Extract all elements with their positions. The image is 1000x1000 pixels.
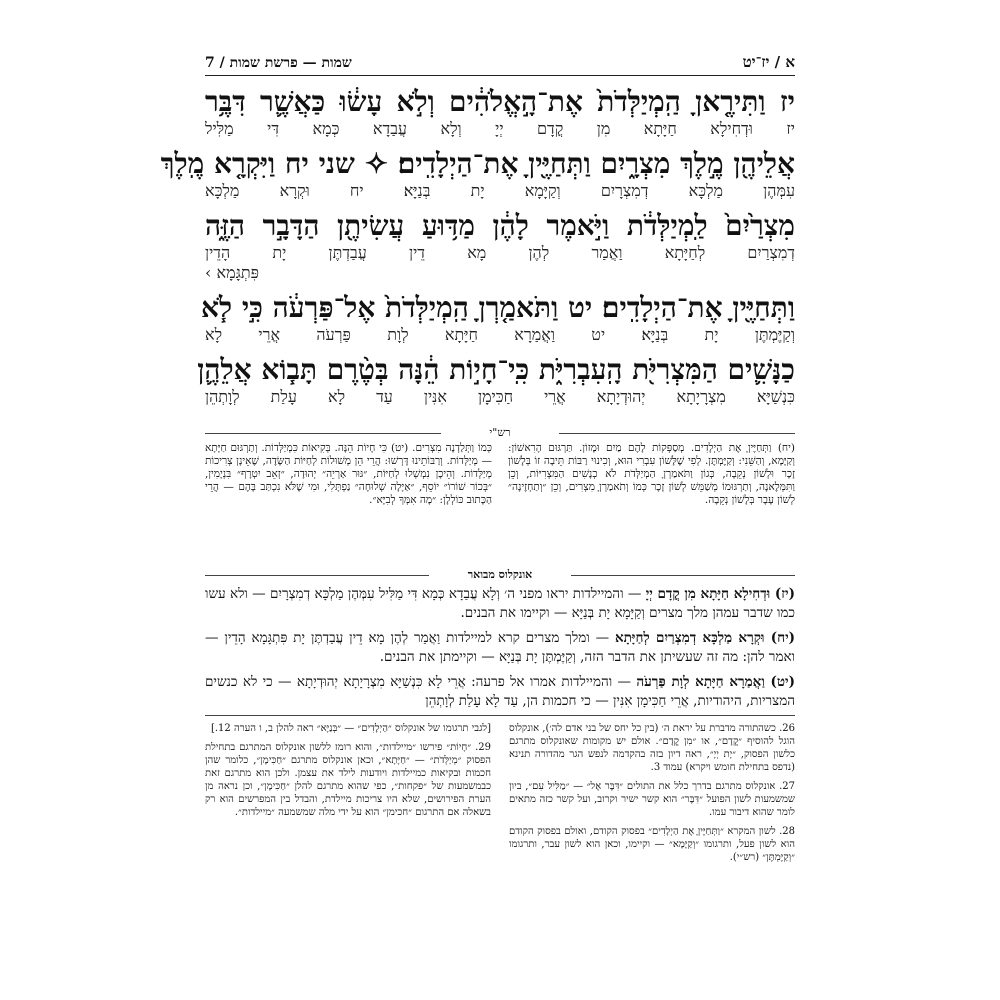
aramaic-line: דְמִצְרַיִם לְחַיָּתָא וַאֲמַר לְהֶן מָא דֵין עֲבַדְתֶּן יָת הָדֵין (205, 243, 795, 262)
footnote: 27. אונקלוס מתרגם בדרך כלל את התולים ״דִּבֶּר אֶל״ — ״מַלִּיל עִם״, ביון שמשמעות לשון הפועל ״דִּבֶּר״ הוא קשר ישיר וקרוב, ועל קשר כזה מתאים לומר שהוא דיבור עמו. (509, 781, 795, 818)
rashi-column-left: כְּמוֹ וַתְּלַדְנָה מִצְרִים. (יט) כִּי חָיוֹת הֵנָּה. בְּקִיאוֹת כִּמְיַלְּדוֹת. וְתַרְגּוּם חַיָּתָא — מְיַלְּדוֹת. וְרַבּוֹתֵינוּ דָּרְשׁוּ: הֲרֵי הֵן מְשׁוּלוֹת לְחַיּוֹת הַשָּׂדֶה, שֶׁאֵינָן צְרִיכוֹת מְיַלְּדוֹת. וְהֵיכָן נִמְשְׁלוּ לְחַיּוֹת, ״גּוּר אַרְיֵה״ יְהוּדָה, ״זְאֵב יִטְרָף״ בִּנְיָמִין, ״בְּכוֹר שׁוֹרוֹ״ יוֹסֵף, ״אַיָּלָה שְׁלוּחָה״ נַפְתָּלִי, וּמִי שֶׁלֹּא נִכְתַּב בָּהֶם — הֲרֵי הַכָּתוּב כּוֹלְלָן: ״מָה אִמְּךָ לְבִיָּא״. (205, 442, 492, 506)
hebrew-verse-line: כַנָּשִׁ֛ים הַמִּצְרִיֹּ֖ת הָֽעִבְרִיֹּ֑ת כִּֽי־חָי֣וֹת הֵ֔נָּה בְּטֶ֨רֶם תָּב֧וֹא אֲלֵהֶ֛ן (197, 353, 795, 386)
page (160, 40, 796, 980)
notes-divider (205, 715, 795, 716)
rashi-commentary (205, 442, 795, 560)
footnote: 29. ״חָיוֹת״ פירשו ״מיילדות״, והוא רומז ללשון אונקלוס המתרגם בתחילת הפסוק ״מְיַלְּדֹת״ — ״חַיָּתָא״, וכאן אונקלוס מתרגם ״חַכִּימָן״, כלומר שהן חכמות ובקיאות כמיילדות ויודעות לילד את עצמן. ולכן הוא מתרגם זאת כבמשמעות של ״פקחות״, כפי שהוא מתרגם להלן ״חַכִּימָן״, וכן נראה מן הערת הפירושים, שלא היו צריכות מיילדת, והבדל בין המפרשים הוא רק בשאלה אם התרגום ״חכימן״ הוא על ידי מלה שמשמעה ״מיילדות״. (205, 742, 491, 818)
onkelos-verse-lead: (יט) וַאֲמַרָא חַיָּתָא לְוָת פַּרְעֹה (636, 674, 795, 690)
onkelos-verse-lead: (יז) וּדְחִילָא חַיָּתָא מִן קֳדָם יְיָ (645, 586, 795, 602)
aramaic-line: כִּנְשַׁיָּא מִצְרָיָתָא יְהוּדְיָתָא אֲרֵי חַכִּימָן אִנִּין עַד לָא עָלַת לְוָתְהֵן (205, 387, 795, 406)
torah-text (160, 85, 795, 415)
onkelos-paragraph (205, 673, 795, 711)
onkelos-heading: אונקלוס מבואר (205, 568, 795, 581)
onkelos-paragraph (205, 585, 795, 623)
footnote: 26. כשהתורה מדברת על יראת ה׳ (בין כל יחס של בני אדם לה׳), אונקלוס הוגל להוסיף ״קֳדָם״, או ״מִן קֳדָם״. אולם יש מקומות שאונקלוס מתרגם כלשון הפסוק, ״יָת יְיָ״, ראה דיון בזה בהקדמה לנפש הגר מהדורה תנינא (נדפס בתחילת חומש ויקרא) עמוד 3. (509, 723, 795, 773)
aramaic-line: עִמְּהֶן מַלְכָּא דְמִצְרָיִם וְקַיָּמָא יָת בְּנַיָּא׃ יח וּקְרָא מַלְכָּא (205, 181, 795, 200)
aramaic-overflow-word: פִּתְגָּמָא › (205, 263, 259, 282)
onkelos-explained (205, 585, 795, 717)
onkelos-explanation: — ומלך מצרים קרא למיילדות וַאֲמַר לְהֶן מָא דֵין עֲבַדְתֶּן יָת פִּתְגָּמָא הָדֵין — ואמר להן: מה זה שעשיתן את הדבר הזה, וְקַיֶּמְתֶּן יָת בְּנַיָּא — וקיימתן את הבנים. (205, 630, 795, 665)
notes-column-left (205, 722, 491, 977)
rashi-heading: רש"י (205, 426, 795, 439)
onkelos-explanation: — והמיילדות יראו מפני ה׳ וְלָא עֲבַדָא כְּמָא דִּי מַלִּיל עִמְּהֶן מַלְכָּא דְמִצְרָיִם — ולא עשו כמו שדבר עמהן מלך מצרים וְקַיָּמָא יָת בְּנַיָּא — וקיימו את הבנים. (205, 586, 795, 621)
header-parsha-title: שמות — פרשת שמות / 7 (205, 55, 352, 71)
aramaic-line: וְקַיֶּמְתֶּן יָת בְּנַיָּא׃ יט וַאֲמַרָא חַיָּתָא לְוָת פַּרְעֹה אֲרֵי לָא (205, 325, 795, 344)
footnote: [לגבי תרגומו של אונקלוס ״הַיְלָדִים״ — ״בְּנַיָּא״ ראה להלן ב, ו הערה 12.] (210, 723, 491, 734)
aramaic-line: יז וּדְחִילָא חַיָּתָא מִן קֳדָם יְיָ וְלָא עֲבַדָא כְּמָא דִּי מַלִּיל (205, 119, 795, 138)
onkelos-verse-lead: (יח) וּקְרָא מַלְכָּא דְמִצְרַיִם לְחַיָּתָא (615, 630, 796, 646)
hebrew-verse-line: וַתְּחַיֶּ֖יןָ אֶת־הַיְלָדִֽים׃ יט וַתֹּאמַ֤רְןָ הַֽמְיַלְּדֹת֙ אֶל־פַּרְעֹ֔ה כִּ֣י לֹ֧א (201, 291, 795, 324)
onkelos-explanation: — והמיילדות אמרו אל פרעה: אֲרֵי לָא כִּנְשַׁיָּא מִצְרָיָתָא יְהוּדְיָתָא — כי לא כנשים המצריות, היהודיות, אֲרֵי חַכִּימָן אִנִּין — כי חכמות הן, עַד לָא עָלַת לְוָתְהֵן (205, 674, 795, 709)
notes-column-right (509, 722, 795, 977)
onkelos-paragraph (205, 629, 795, 667)
hebrew-verse-line: אֲלֵיהֶ֖ן מֶ֣לֶךְ מִצְרָ֑יִם וַתְּחַיֶּ֖יןָ אֶת־הַיְלָדִֽים׃ ✧ שני יח וַיִּקְרָ֤א מֶֽלֶךְ (160, 147, 795, 180)
hebrew-verse-line: מִצְרַ֙יִם֙ לַֽמְיַלְּדֹ֔ת וַיֹּ֣אמֶר לָהֶ֔ן מַדּ֥וּעַ עֲשִׂיתֶ֖ן הַדָּבָ֣ר הַזֶּ֑ה (205, 209, 795, 242)
rashi-column-right: (יח) וַתְּחַיֶּיןָ אֶת הַיְלָדִים. מְסַפְּקוֹת לָהֶם מַיִם וּמָזוֹן. תַּרְגּוּם הָרִאשׁוֹן: וְקַיָּמָא, וְהַשֵּׁנִי: וְקַיֶּמְתֶּן. לְפִי שֶׁלָּשׁוֹן עִבְרִי הוּא, וְכִינוּי רַבּוֹת תֵּיבָה זוֹ בְּלָשׁוֹן זָכָר וּלְשׁוֹן נְקֵבָה, כְּגוֹן וַתֹּאמַרְןָ הַמְיַלְּדֹת לֹא כְנָשִׁים הַמִּצְרִיּוֹת, וְכֵן וַתִּמְּלֶאנָה, וְתַרְגּוּמוֹ מְשַׁמֵּשׁ לְשׁוֹן זָכָר כְּמוֹ וְתֹאמַרְןָ מִצְרִים, וְכֵן ״וְתַחְזֶינָה״ לְשׁוֹן עָבָר בְּלָשׁוֹן נְקֵבָה. (508, 442, 795, 506)
footnote: 28. לשון המקרא ״וַתְּחַיֶּיןָ אֶת הַיְלָדִים״ בפסוק הקודם, ואולם בפסוק הקודם הוא לשון פעל, ותרגומו ״וְקַיָּמָא״ — וקיימו, וכאן הוא לשון עבר, ותרגומו ״וְקַיֶּמְתֶּן״ (רש״י). (509, 826, 795, 863)
running-header (205, 52, 795, 76)
header-reference: א / יז־יט (742, 53, 795, 71)
footnotes (205, 722, 795, 977)
hebrew-verse-line: יז וַתִּירֶ֤אןָ הַֽמְיַלְּדֹת֙ אֶת־הָ֣אֱלֹהִ֔ים וְלֹ֣א עָשׂ֔וּ כַּאֲשֶׁ֛ר דִּבֶּ֥ר (205, 85, 795, 118)
